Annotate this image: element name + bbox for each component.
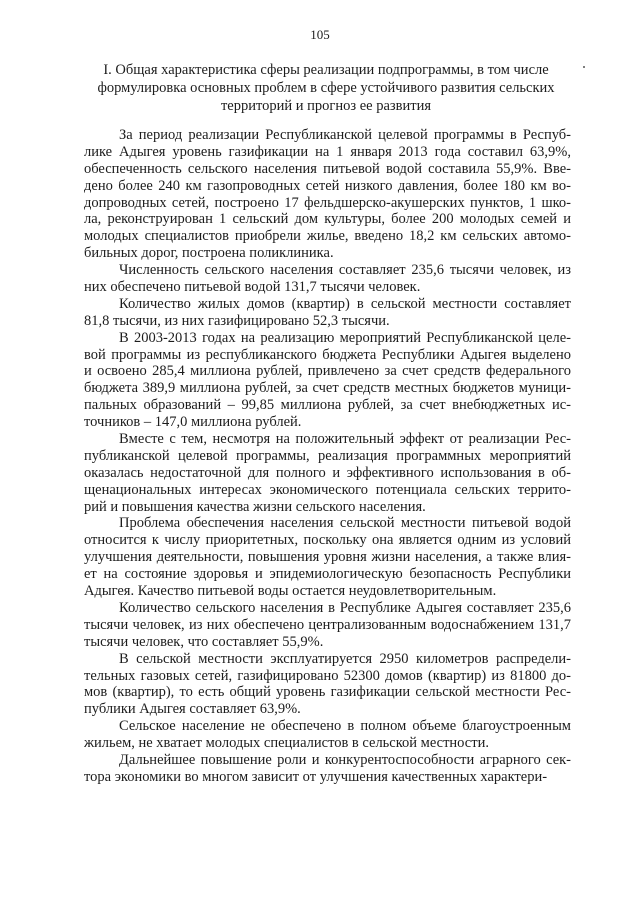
paragraph-line: вой программы из республиканского бюджета Республики Адыгея выделено <box>84 346 571 363</box>
paragraph-line: бюджета 389,9 миллиона рублей, за счет средств местных бюджетов муници- <box>84 380 571 397</box>
heading-line: формулировка основных проблем в сфере устойчивого развития сельских <box>97 80 555 96</box>
paragraph-line: лике Адыгея уровень газификации на 1 января 2013 года составил 63,9%, <box>84 143 571 160</box>
paragraph-line: мов (квартир), то есть общий уровень газификации сельской местности Рес- <box>84 684 571 701</box>
paragraph-line: тора экономики во многом зависит от улучшения качественных характери- <box>84 768 548 785</box>
paragraph-line: тысячи человек, что составляет 55,9%. <box>84 633 324 650</box>
paragraph-line: и освоено 285,4 миллиона рублей, привлечено за счет средств федерального <box>84 363 571 380</box>
paragraph-line: пальных образований – 99,85 миллиона рублей, за счет внебюджетных ис- <box>84 397 571 414</box>
paragraph-line: Вместе с тем, несмотря на положительный эффект от реализации Рес- <box>119 431 571 448</box>
paragraph-line: Численность сельского населения составляет 235,6 тысячи человек, из <box>119 262 571 279</box>
paragraph-line: Адыгея. Качество питьевой воды остается неудовлетворительным. <box>84 583 497 600</box>
paragraph <box>84 718 571 752</box>
paragraph-line: Дальнейшее повышение роли и конкурентоспособности аграрного сек- <box>119 751 571 768</box>
paragraph-line: дено более 240 км газопроводных сетей низкого давления, более 180 км во- <box>84 177 571 194</box>
paragraph-line: Количество жилых домов (квартир) в сельской местности составляет <box>119 295 571 312</box>
paragraph-line: Сельское население не обеспечено в полном объеме благоустроенным <box>119 718 571 735</box>
heading-line: I. Общая характеристика сферы реализации подпрограммы, в том числе <box>103 62 549 78</box>
paragraph-line: Проблема обеспечения населения сельской местности питьевой водой <box>119 515 571 532</box>
paragraph <box>84 752 571 786</box>
paragraph-line: 81,8 тысячи, из них газифицировано 52,3 тысячи. <box>84 312 390 329</box>
paragraph <box>84 127 571 262</box>
paragraph-line: обеспеченность сельского населения питьевой водой составила 55,9%. Вве- <box>84 160 571 177</box>
paragraph-line: допроводных сетей, построено 17 фельдшерско-акушерских пунктов, 1 шко- <box>84 194 571 211</box>
paragraph-line: оказалась недостаточной для полного и эффективного использования в об- <box>84 464 571 481</box>
paragraph <box>84 330 571 431</box>
paragraph-line: бильных дорог, построена поликлиника. <box>84 245 334 262</box>
paragraph-line: В сельской местности эксплуатируется 2950 километров распредели- <box>119 650 571 667</box>
paragraph <box>84 600 571 651</box>
scan-speck <box>583 66 585 68</box>
paragraph-line: точников – 147,0 миллиона рублей. <box>84 414 302 431</box>
paragraph-line: молодых специалистов приобрели жилье, введено 18,2 км сельских автомо- <box>84 228 571 245</box>
paragraph-line: тельных газовых сетей, газифицировано 52300 домов (квартир) из 81800 до- <box>84 667 571 684</box>
paragraph-line: рий и повышения качества жизни сельского населения. <box>84 498 426 515</box>
paragraph <box>84 515 571 599</box>
paragraph-line: ла, реконструирован 1 сельский дом культуры, более 200 молодых семей и <box>84 211 571 228</box>
paragraph-line: публики Адыгея составляет 63,9%. <box>84 701 301 718</box>
paragraph <box>84 651 571 719</box>
paragraph-line: ет на состояние здоровья и эпидемиологическую безопасность Республики <box>84 566 571 583</box>
paragraph-line: щенациональных интересах экономического потенциала сельских террито- <box>84 481 571 498</box>
heading-line: территорий и прогноз ее развития <box>220 98 432 114</box>
page-number: 105 <box>310 27 330 42</box>
paragraph-line: относится к числу приоритетных, поскольку она является одним из условий <box>84 532 571 549</box>
paragraph-line: них обеспечено питьевой водой 131,7 тысячи человек. <box>84 279 421 296</box>
paragraph-line: За период реализации Республиканской целевой программы в Респуб- <box>119 127 571 143</box>
section-heading <box>84 61 568 115</box>
paragraph <box>84 296 571 330</box>
paragraph-line: тысячи человек, из них обеспечено централизованным водоснабжением 131,7 <box>84 616 571 633</box>
paragraph-line: Количество сельского населения в Республике Адыгея составляет 235,6 <box>119 599 571 616</box>
body-text <box>84 127 571 786</box>
paragraph-line: В 2003-2013 годах на реализацию мероприятий Республиканской целе- <box>119 329 571 346</box>
paragraph-line: публиканской целевой программы, реализация программных мероприятий <box>84 447 571 464</box>
paragraph <box>84 431 571 515</box>
paragraph-line: жильем, не хватает молодых специалистов в сельской местности. <box>84 735 489 752</box>
paragraph-line: улучшения деятельности, повышения уровня жизни населения, а также влия- <box>84 549 571 566</box>
paragraph <box>84 262 571 296</box>
